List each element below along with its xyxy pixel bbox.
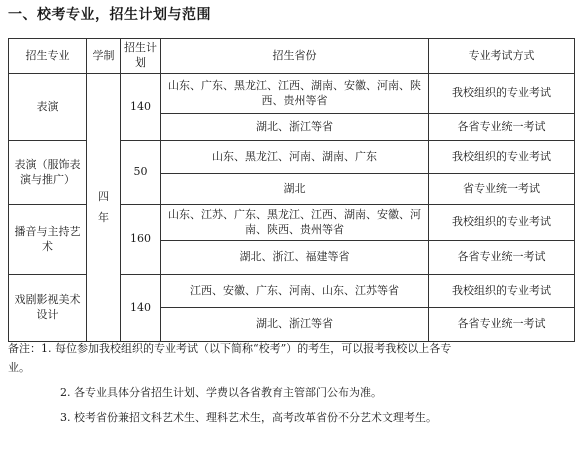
header-exam: 专业考试方式 [429,39,575,74]
duration-cell [87,74,121,342]
note-1-line-1: 备注：1. 每位参加我校组织的专业考试（以下简称“校考”）的考生，可以报考我校以上各专 [8,342,452,355]
note-1-line-2: 业。 [8,361,30,375]
major-cell: 表演（服饰表演与推广） [9,141,87,205]
duration-value: 四年 [98,189,109,224]
exam-cell: 省专业统一考试 [429,174,575,205]
major-cell: 表演 [9,74,87,141]
provinces-cell: 山东、黑龙江、河南、湖南、广东 [161,141,429,174]
section-title: 一、校考专业，招生计划与范围 [8,7,211,23]
provinces-cell: 湖北、浙江等省 [161,114,429,141]
plan-cell: 140 [121,74,161,141]
provinces-cell: 山东、广东、黑龙江、江西、湖南、安徽、河南、陕西、贵州等省 [161,74,429,114]
provinces-cell: 山东、江苏、广东、黑龙江、江西、湖南、安徽、河南、陕西、贵州等省 [161,205,429,241]
exam-cell: 各省专业统一考试 [429,114,575,141]
provinces-cell: 湖北、浙江等省 [161,308,429,342]
plan-cell: 50 [121,141,161,205]
plan-cell: 140 [121,275,161,342]
header-plan: 招生计划 [121,39,161,74]
header-major: 招生专业 [9,39,87,74]
major-cell: 播音与主持艺术 [9,205,87,275]
note-3: 3. 校考省份兼招文科艺术生、理科艺术生，高考改革省份不分艺术文理考生。 [60,411,437,425]
exam-cell: 各省专业统一考试 [429,308,575,342]
enrollment-plan-table [8,38,575,342]
provinces-cell: 湖北、浙江、福建等省 [161,241,429,275]
major-cell: 戏剧影视美术设计 [9,275,87,342]
exam-cell: 我校组织的专业考试 [429,275,575,308]
table-row [9,74,575,114]
header-provinces: 招生省份 [161,39,429,74]
exam-cell: 各省专业统一考试 [429,241,575,275]
note-2: 2. 各专业具体分省招生计划、学费以各省教育主管部门公布为准。 [60,386,382,400]
exam-cell: 我校组织的专业考试 [429,74,575,114]
provinces-cell: 江西、安徽、广东、河南、山东、江苏等省 [161,275,429,308]
notes-section [8,340,574,426]
plan-cell: 160 [121,205,161,275]
exam-cell: 我校组织的专业考试 [429,141,575,174]
provinces-cell: 湖北 [161,174,429,205]
header-duration: 学制 [87,39,121,74]
table-header-row [9,39,575,74]
exam-cell: 我校组织的专业考试 [429,205,575,241]
